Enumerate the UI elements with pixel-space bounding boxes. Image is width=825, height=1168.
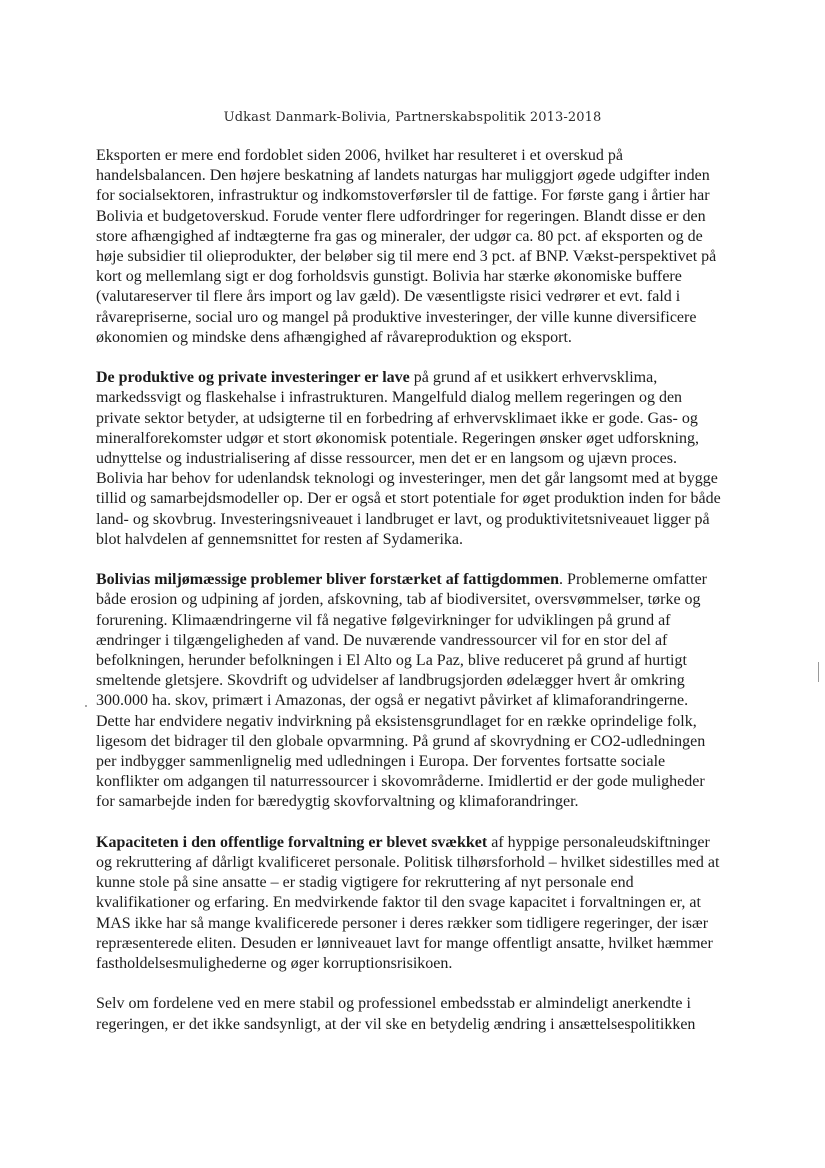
paragraph-civil-service [96,994,724,1034]
paragraph-public-administration [96,833,724,974]
paragraph-lead: Bolivias miljømæssige problemer bliver forstærket af fattigdommen [96,571,560,589]
paragraph-text: på grund af et usikkert erhvervsklima, markedssvigt og flaskehalse i infrastrukturen. Mangelfuld dialog mellem regeringen og den private sektor betyder, at udsigterne til en forbedring af erhvervsklimaet ikke er gode. Gas- og mineralforekomster udgør et stort økonomisk potentiale. Regeringen ønsker øget udforskning, udnyttelse og industrialisering af disse ressourcer, men det er en langsom og ujævn proces. Bolivia har behov for udenlandsk teknologi og investeringer, men det går langsomt med at bygge tillid og samarbejdsmodeller op. Der er også et stort potentiale for øget produktion inden for både land- og skovbrug. Investeringsniveauet i landbruget er lavt, og produktivitetsniveauet ligger på blot halvdelen af gennemsnittet for resten af Sydamerika. [96,369,721,548]
document-body [96,146,724,1055]
paragraph-investments [96,368,724,550]
paragraph-lead: De produktive og private investeringer er lave [96,369,410,387]
scan-speck [85,705,87,707]
paragraph-text: . Problemerne omfatter både erosion og udpining af jorden, afskovning, tab af biodiversitet, oversvømmelser, tørke og forurening. Klimaændringerne vil få negative følgevirkninger for udviklingen på grund af ændringer i tilgængeligheden af vand. De nuværende vandressourcer vil for en stor del af befolkningen, herunder befolkningen i El Alto og La Paz, blive reduceret på grund af hurtigt smeltende gletsjere. Skovdrift og udvidelser af landbrugsjorden ødelægger hvert år omkring 300.000 ha. skov, primært i Amazonas, der også er negativt påvirket af klimaforandringerne. Dette har endvidere negativ indvirkning på eksistensgrundlaget for en række oprindelige folk, ligesom det bidrager til den globale opvarmning. På grund af skovrydning er CO2-udledningen per indbygger sammenlignelig med udledningen i Europa. Der forventes fortsatte sociale konflikter om adgangen til naturressourcer i skovområderne. Imidlertid er der gode muligheder for samarbejde inden for bæredygtig skovforvaltning og klimaforandringer. [96,571,707,811]
paragraph-lead: Kapaciteten i den offentlige forvaltning er blevet svækket [96,833,488,851]
paragraph-economy [96,146,724,348]
paragraph-text: Eksporten er mere end fordoblet siden 2006, hvilket har resulteret i et overskud på handelsbalancen. Den højere beskatning af landets naturgas har muliggjort øgede udgifter inden for socialsektoren, infrastruktur og indkomstoverførsler til de fattige. For første gang i årtier har Bolivia et budgetoverskud. Forude venter flere udfordringer for regeringen. Blandt disse er den store afhængighed af indtægterne fra gas og mineraler, der udgør ca. 80 pct. af eksporten og de høje subsidier til olieprodukter, der beløber sig til mere end 3 pct. af BNP. Vækst-perspektivet på kort og mellemlang sigt er dog forholdsvis gunstigt. Bolivia har stærke økonomiske buffere (valutareserver til flere års import og lav gæld). De væsentligste risici vedrører et evt. fald i råvarepriserne, social uro og mangel på produktive investeringer, der ville kunne diversificere økonomien og mindske dens afhængighed af råvareproduktion og eksport. [96,147,717,346]
paragraph-text: af hyppige personaleudskiftninger og rekruttering af dårligt kvalificeret personale. Politisk tilhørsforhold – hvilket sidestilles med at kunne stole på sine ansatte – er stadig vigtigere for rekruttering af nyt personale end kvalifikationer og erfaring. En medvirkende faktor til den svage kapacitet i forvaltningen er, at MAS ikke har så mange kvalificerede personer i deres rækker som tidligere regeringer, der især repræsenterede eliten. Desuden er lønniveauet lavt for mange offentligt ansatte, hvilket hæmmer fastholdelsesmulighederne og øger korruptionsrisikoen. [96,833,720,973]
paragraph-text: Selv om fordelene ved en mere stabil og professionel embedsstab er almindeligt anerkendte i regeringen, er det ikke sandsynligt, at der vil ske en betydelig ændring i ansættelsespolitikken [96,995,696,1033]
page-header: Udkast Danmark-Bolivia, Partnerskabspolitik 2013-2018 [223,110,602,125]
scan-edge-mark [818,662,819,682]
paragraph-environment [96,570,724,812]
